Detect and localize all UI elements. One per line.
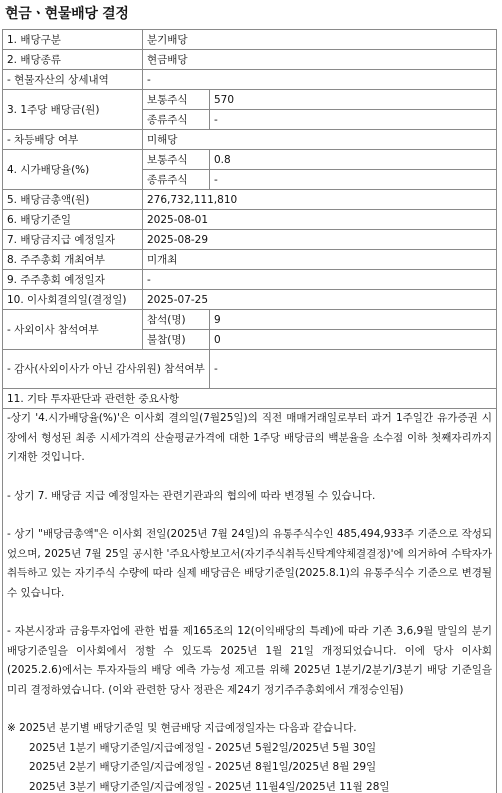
table-row — [3, 130, 497, 150]
row-sublabel: 종류주식 — [143, 170, 210, 190]
row-label: - 현물자산의 상세내역 — [3, 70, 143, 90]
table-row — [3, 290, 497, 310]
dividend-table — [2, 29, 497, 409]
row-label: 4. 시가배당율(%) — [3, 150, 143, 190]
spacer — [7, 506, 492, 525]
row-value: 분기배당 — [143, 30, 497, 50]
row-sublabel: 종류주식 — [143, 110, 210, 130]
schedule-line: 2025년 2분기 배당기준일/지급예정일 - 2025년 8월1일/2025년 8월 29일 — [29, 761, 377, 773]
row-value: 미해당 — [143, 130, 497, 150]
row-value: 0 — [210, 330, 497, 350]
note-paragraph: - 자본시장과 금융투자업에 관한 법률 제165조의 12(이익배당의 특례)에 따라 기존 3,6,9월 말일의 분기배당기준일을 이사회에서 정할 수 있도록 2025년 1월 21일 개정되었습니다. 이에 당사 이사회(2025.2.6)에서는 투자자들의 배당 예측 가능성 제고를 위해 2025년 1분기/2분기/3분기 배당 기준일을 미리 결정하였습니다. (이와 관련한 당사 정관은 제24기 정기주주총회에서 개정승인됨) — [7, 625, 492, 696]
row-sublabel: 보통주식 — [143, 90, 210, 110]
row-value: - — [210, 110, 497, 130]
table-row — [3, 190, 497, 210]
row-label: - 차등배당 여부 — [3, 130, 143, 150]
schedule-line: 2025년 3분기 배당기준일/지급예정일 - 2025년 11월4일/2025년 11월 28일 — [29, 780, 390, 793]
table-row — [3, 70, 497, 90]
row-value: - — [143, 70, 497, 90]
note-paragraph: - 상기 "배당금총액"은 이사회 전일(2025년 7월 24일)의 유통주식수인 485,494,933주 기준으로 작성되었으며, 2025년 7월 25일 공시한 '주요사항보고서(자기주식취득신탁계약체결결정)'에 의거하여 수탁자가 취득하고 있는 자기주식 수량에 따라 실제 배당금은 배당기준일(2025.8.1)의 유통주식수 기준으로 변경될 수 있습니다. — [7, 528, 492, 599]
row-label: 2. 배당종류 — [3, 50, 143, 70]
row-sublabel: 불참(명) — [143, 330, 210, 350]
table-row — [3, 389, 497, 409]
row-label: - 사외이사 참석여부 — [3, 310, 143, 350]
row-value: 미개최 — [143, 250, 497, 270]
note-paragraph: ※ 2025년 분기별 배당기준일 및 현금배당 지급예정일자는 다음과 같습니다. — [7, 722, 357, 734]
row-value: 570 — [210, 90, 497, 110]
row-value: 현금배당 — [143, 50, 497, 70]
row-value: 9 — [210, 310, 497, 330]
row-value: 2025-08-01 — [143, 210, 497, 230]
row-value: 276,732,111,810 — [143, 190, 497, 210]
table-row — [3, 30, 497, 50]
row-label: 5. 배당금총액(원) — [3, 190, 143, 210]
row-label: 11. 기타 투자판단과 관련한 중요사항 — [3, 389, 497, 409]
row-value: - — [143, 270, 497, 290]
row-label: 9. 주주총회 예정일자 — [3, 270, 143, 290]
table-row — [3, 210, 497, 230]
row-label: - 감사(사외이사가 아닌 감사위원) 참석여부 — [3, 350, 210, 389]
row-label: 7. 배당금지급 예정일자 — [3, 230, 143, 250]
note-paragraph: -상기 '4.시가배당율(%)'은 이사회 결의일(7월25일)의 직전 매매거래일로부터 과거 1주일간 유가증권 시장에서 형성된 최종 시세가격의 산술평균가격에 대한 1주당 배당금의 백분율을 소수점 이하 첫째자리까지 기재한 것입니다. — [7, 412, 492, 463]
row-label: 6. 배당기준일 — [3, 210, 143, 230]
schedule-line: 2025년 1분기 배당기준일/지급예정일 - 2025년 5월2일/2025년 5월 30일 — [29, 741, 377, 754]
row-label: 3. 1주당 배당금(원) — [3, 90, 143, 130]
table-row — [3, 150, 497, 170]
row-value: 2025-07-25 — [143, 290, 497, 310]
row-value: 0.8 — [210, 150, 497, 170]
table-row — [3, 250, 497, 270]
table-row — [3, 270, 497, 290]
row-sublabel: 보통주식 — [143, 150, 210, 170]
row-value: - — [210, 350, 497, 389]
row-sublabel: 참석(명) — [143, 310, 210, 330]
table-row — [3, 50, 497, 70]
table-row — [3, 230, 497, 250]
row-label: 10. 이사회결의일(결정일) — [3, 290, 143, 310]
spacer — [7, 700, 492, 719]
row-value: 2025-08-29 — [143, 230, 497, 250]
notes-section — [2, 409, 497, 793]
row-label: 1. 배당구분 — [3, 30, 143, 50]
table-row — [3, 350, 497, 389]
table-row — [3, 310, 497, 330]
spacer — [7, 603, 492, 622]
page-title: 현금ㆍ현물배당 결정 — [5, 6, 129, 22]
note-paragraph: - 상기 7. 배당금 지급 예정일자는 관련기관과의 협의에 따라 변경될 수 있습니다. — [7, 489, 376, 502]
row-label: 8. 주주총회 개최여부 — [3, 250, 143, 270]
row-value: - — [210, 170, 497, 190]
spacer — [7, 468, 492, 487]
table-row — [3, 90, 497, 110]
